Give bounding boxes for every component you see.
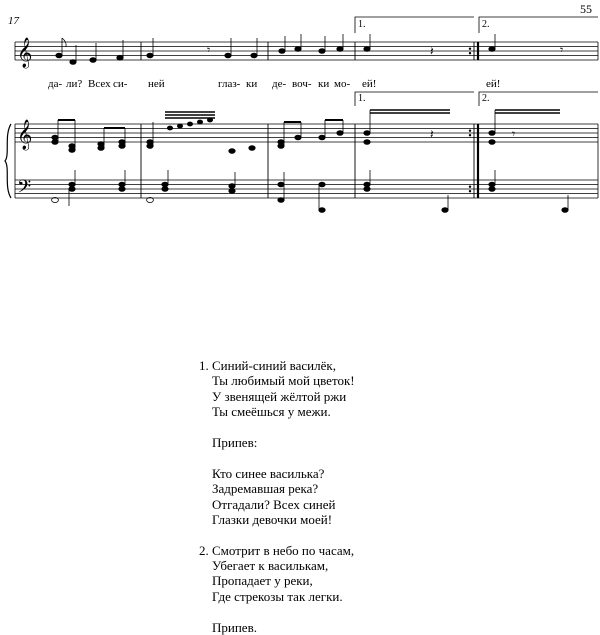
clefs <box>17 37 32 202</box>
poem-line: Синий-синий василёк, <box>212 358 336 373</box>
volta-2-label: 2. <box>482 19 490 30</box>
lyric-syllable: глаз- <box>218 78 241 90</box>
svg-text:𝄽: 𝄽 <box>430 127 434 141</box>
poem-line: Ты любимый мой цветок! <box>212 373 355 389</box>
poem-text <box>199 358 355 635</box>
svg-text:𝄾: 𝄾 <box>560 43 564 57</box>
piano-bass-notes <box>52 170 569 212</box>
piano-bass-staff <box>15 180 598 198</box>
poem-line: Ты смеёшься у межи. <box>212 404 331 420</box>
refrain-end: Припев. <box>212 619 257 635</box>
poem-line: Отгадали? Всех синей <box>212 496 336 512</box>
lyric-syllable: ей! <box>486 78 501 90</box>
measure-number: 17 <box>8 15 19 27</box>
lyric-syllable: ли? <box>66 78 83 90</box>
lyric-syllable: ки <box>246 78 258 90</box>
lyric-syllable: ки <box>318 78 330 90</box>
svg-text:𝄽: 𝄽 <box>430 44 434 58</box>
svg-text:𝄾: 𝄾 <box>207 43 211 57</box>
bass-clef: 𝄢 <box>17 177 32 202</box>
piano-treble-staff <box>15 124 598 142</box>
refrain-label: Припев: <box>212 434 258 450</box>
page-number: 55 <box>580 2 592 16</box>
volta-1-label-piano: 1. <box>358 93 366 104</box>
volta-1-label: 1. <box>358 19 366 30</box>
verse-2-number: 2. <box>199 542 209 558</box>
treble-clef-vocal: 𝄞 <box>17 38 33 68</box>
poem-line: Кто синее василька? <box>212 465 325 481</box>
brace <box>5 124 11 198</box>
treble-clef-piano: 𝄞 <box>17 120 33 150</box>
lyric-syllable: да- <box>48 78 63 90</box>
lyric-syllable: де- <box>272 78 287 90</box>
poem-line: Смотрит в небо по часам, <box>212 542 355 558</box>
volta-brackets <box>355 17 598 106</box>
barlines <box>141 42 478 198</box>
poem-line: Пропадает у реки, <box>212 573 313 589</box>
poem-line: Глазки девочки моей! <box>212 511 333 527</box>
lyric-syllable: Всех <box>88 78 111 90</box>
svg-text:𝄾: 𝄾 <box>512 127 516 141</box>
verse-1-number: 1. <box>199 358 209 373</box>
poem-line: Убегает к василькам, <box>212 558 329 574</box>
piano-treble-rests <box>430 127 515 141</box>
piano-treble-notes <box>52 110 560 153</box>
lyric-syllable: си- <box>113 78 128 90</box>
vocal-staff <box>15 42 598 60</box>
lyric-syllable: ней <box>148 78 165 90</box>
poem-line: Задремавшая река? <box>212 481 319 497</box>
repeat-dots <box>469 48 471 193</box>
music-score <box>0 0 600 240</box>
poem-line: У звенящей жёлтой ржи <box>212 388 347 404</box>
poem-line: Где стрекозы так легки. <box>212 588 343 604</box>
lyric-syllable: мо- <box>334 78 351 90</box>
lyric-syllable: ей! <box>362 78 377 90</box>
volta-2-label-piano: 2. <box>482 93 490 104</box>
lyric-syllable: воч- <box>292 78 312 90</box>
